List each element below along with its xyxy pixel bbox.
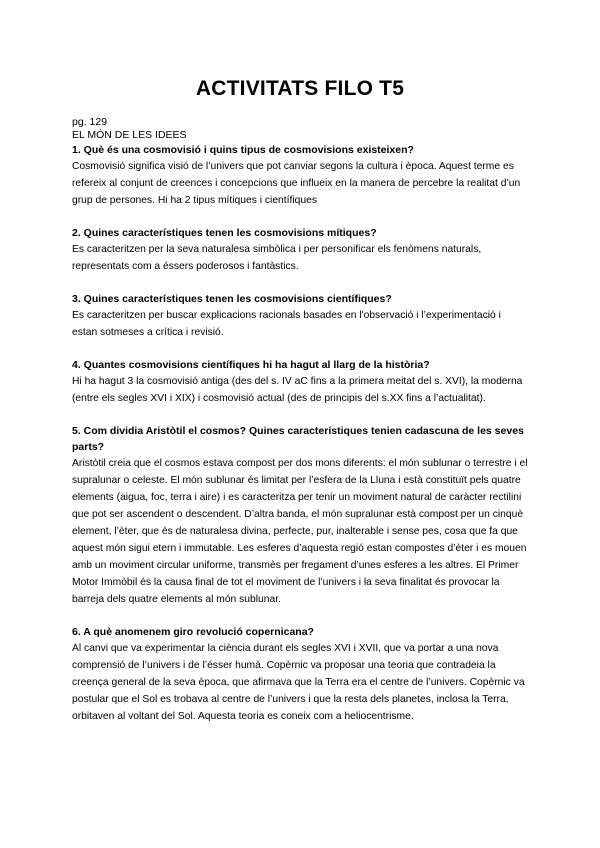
answer-5: Aristòtil creia que el cosmos estava compost per dos mons diferents: el món sublunar o terrestre i el supralunar o celeste. El món sublunar és limitat per l’esfera de la Lluna i està constituït pels quatre elements (aigua, foc, terra i aire) i es caracteritza per tenir un moviment natural de caràcter rectilini que pot ser ascendent o descendent. D’altra banda, el món supralunar està compost per un cinquè element, l’èter, que és de naturalesa divina, perfecte, pur, inalterable i sense pes, cosa que fa que aquest món sigui etern i immutable. Les esferes d’aquesta regió estan compostes d’èter i es mouen amb un moviment circular uniforme, transmès per fregament d’unes esferes a les altres. El Primer Motor Immòbil és la causa final de tot el moviment de l’univers i la seva finalitat és provocar la barreja dels quatre elements al món sublunar. xyxy=(72,458,528,605)
question-block-6 xyxy=(72,624,528,725)
question-1: 1. Què és una cosmovisió i quins tipus de cosmovisions existeixen? xyxy=(72,144,414,156)
question-block-3 xyxy=(72,291,528,341)
answer-4: Hi ha hagut 3 la cosmovisió antiga (des del s. IV aC fins a la primera meitat del s. XVI), la moderna (entre els segles XVI i XIX) i cosmovisió actual (des de principis del s.XX fins a l’actualitat). xyxy=(72,376,523,404)
question-block-5 xyxy=(72,423,528,608)
page-reference: pg. 129 xyxy=(72,116,108,128)
document-meta xyxy=(72,116,528,142)
question-3: 3. Quines característiques tenen les cosmovisions científiques? xyxy=(72,293,392,305)
section-heading: EL MÓN DE LES IDEES xyxy=(72,129,187,141)
question-block-4 xyxy=(72,357,528,407)
question-4: 4. Quantes cosmovisions científiques hi ha hagut al llarg de la història? xyxy=(72,359,430,371)
document-title: ACTIVITATS FILO T5 xyxy=(195,77,405,100)
question-block-2 xyxy=(72,225,528,275)
question-2: 2. Quines característiques tenen les cosmovisions mítiques? xyxy=(72,227,377,239)
answer-1: Cosmovisió significa visió de l’univers que pot canviar segons la cultura i època. Aquest terme es refereix al conjunt de creences i concepcions que influeix en la manera de percebre la realitat d’un grup de persones. Hi ha 2 tipus mítiques i científiques xyxy=(72,161,521,206)
question-5: 5. Com dividia Aristòtil el cosmos? Quines característiques tenien cadascuna de les seves parts? xyxy=(72,425,524,453)
question-6: 6. A què anomenem giro revolució copernicana? xyxy=(72,626,314,638)
answer-2: Es caracteritzen per la seva naturalesa simbòlica i per personificar els fenòmens naturals, representats com a éssers poderosos i fantàstics. xyxy=(72,244,482,272)
question-block-1 xyxy=(72,142,528,209)
answer-3: Es caracteritzen per buscar explicacions racionals basades en l'observació i l’experimentació i estan sotmeses a crítica i revisió. xyxy=(72,310,501,338)
answer-6: Al canvi que va experimentar la ciència durant els segles XVI i XVII, que va portar a una nova comprensió de l’univers i de l’ésser humà. Copèrnic va proposar una teoria que contradeia la creença general de la seva època, que afirmava que la Terra era el centre de l’univers. Copèrnic va postular que el Sol es trobava al centre de l’univers i que la resta dels planetes, inclosa la Terra, orbitaven al voltant del Sol. Aquesta teoria es coneix com a heliocentrisme. xyxy=(72,643,525,722)
